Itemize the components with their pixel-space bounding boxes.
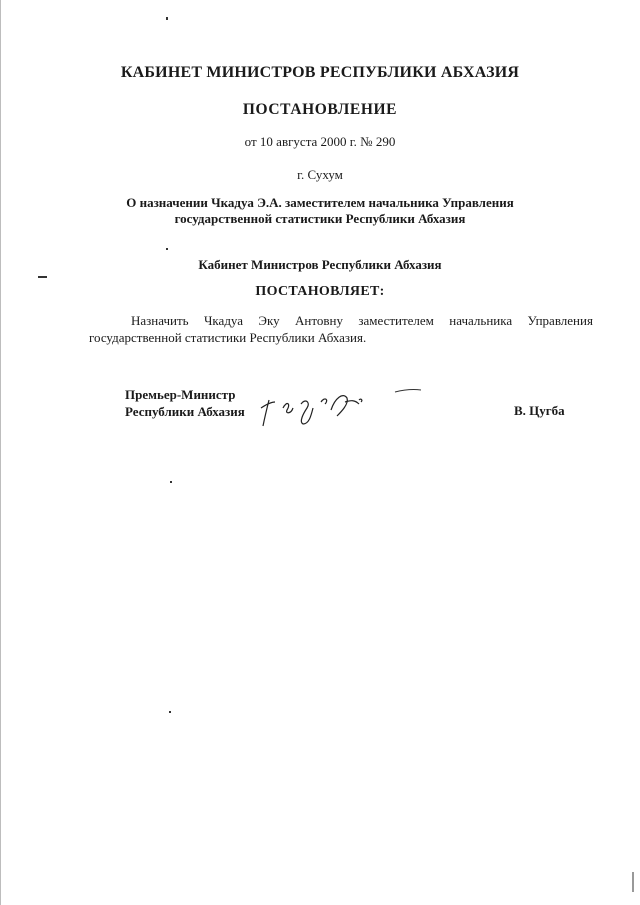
- issuer-line: Кабинет Министров Республики Абхазия: [198, 257, 442, 272]
- scan-speck: [632, 872, 634, 892]
- signatory-title-line-1: Премьер-Министр: [125, 387, 236, 402]
- body-word: заместителем: [358, 313, 434, 328]
- scan-speck: [169, 711, 171, 713]
- city-line: г. Сухум: [297, 167, 343, 182]
- subject-line-1: О назначении Чкадуа Э.А. заместителем начальника Управления: [126, 195, 514, 210]
- signatory-name: В. Цугба: [514, 403, 565, 418]
- organization-heading: КАБИНЕТ МИНИСТРОВ РЕСПУБЛИКИ АБХАЗИЯ: [120, 64, 520, 81]
- body-word: Чкадуа: [203, 313, 244, 328]
- body-word: Антовну: [295, 313, 343, 328]
- scan-speck: [38, 276, 47, 278]
- document-type-heading: ПОСТАНОВЛЕНИЕ: [242, 101, 398, 118]
- body-word: начальника: [449, 313, 513, 328]
- body-word: Назначить: [131, 313, 189, 328]
- body-line-2: государственной статистики Республики Абхазия.: [89, 330, 367, 345]
- scan-edge-line: [0, 0, 1, 905]
- signatory-title: [125, 386, 245, 420]
- resolution-body: [89, 312, 593, 346]
- scan-speck: [170, 481, 172, 483]
- body-word: Управления: [527, 313, 593, 328]
- document-subject: [0, 195, 640, 227]
- handwritten-signature: [255, 378, 435, 438]
- subject-line-2: государственной статистики Республики Абхазия: [174, 211, 466, 226]
- signatory-title-line-2: Республики Абхазия: [125, 404, 245, 419]
- body-word: Эку: [258, 313, 280, 328]
- scan-speck: [166, 17, 168, 20]
- scan-speck: [166, 248, 168, 250]
- date-and-number: от 10 августа 2000 г. № 290: [244, 134, 396, 149]
- resolves-heading: ПОСТАНОВЛЯЕТ:: [255, 284, 385, 299]
- body-line-1: [89, 312, 593, 329]
